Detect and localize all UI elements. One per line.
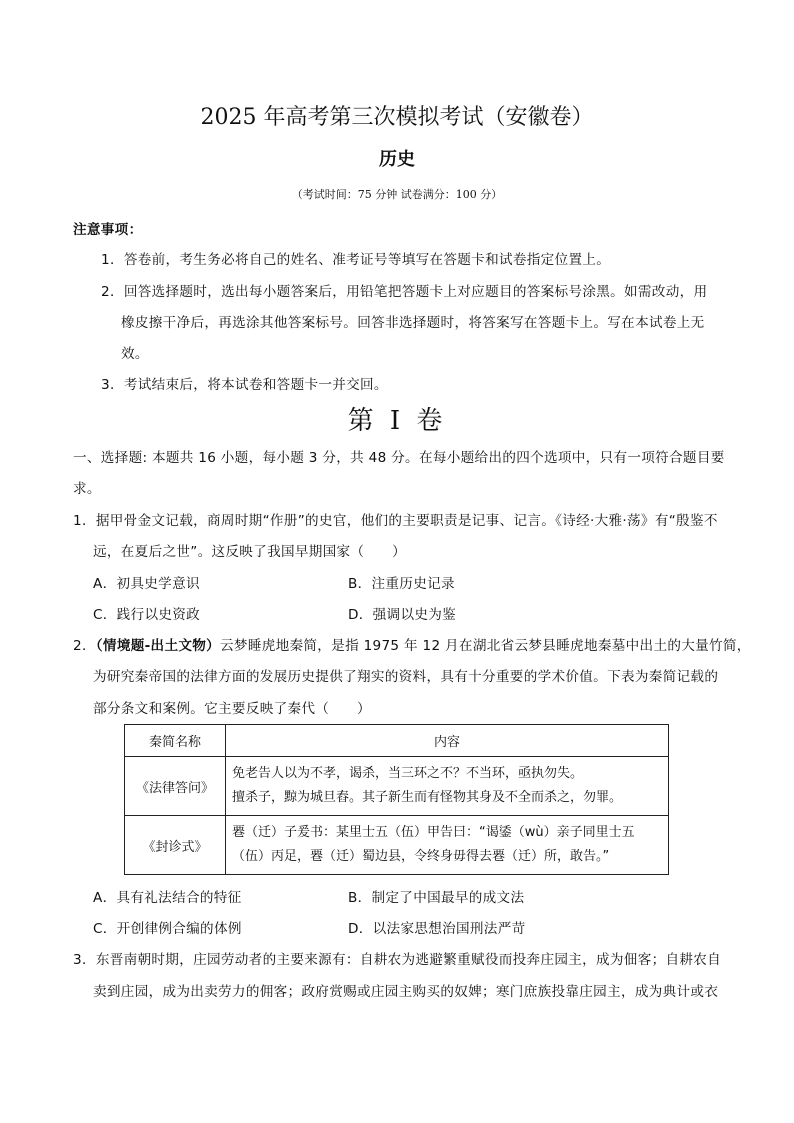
q3-stem-line-2: 卖到庄园，成为出卖劳力的佣客；政府赏赐或庄园主购买的奴婢；寒门庶族投靠庄园主，成为典计或衣	[93, 984, 719, 1000]
q2-stem-line-2: 为研究秦帝国的法律方面的发展历史提供了翔实的资料，具有十分重要的学术价值。下表为秦简记载的	[93, 669, 719, 685]
table-header-row	[125, 725, 669, 757]
q3-stem-line-1: 3．东晋南朝时期，庄园劳动者的主要来源有：自耕农为逃避繁重赋役而投奔庄园主，成为佃客；自耕农自	[73, 952, 722, 968]
table-row	[125, 816, 669, 875]
q2-option-c: C．开创律例合编的体例	[93, 921, 242, 937]
table-cell-line: （伍）丙足，䙴（迁）蜀边县，令终身毋得去䙴（迁）所，敢告。”	[232, 849, 610, 864]
section-instructions-line-1: 一、选择题: 本题共 16 小题，每小题 3 分，共 48 分。在每小题给出的四个选项中，只有一项符合题目要	[73, 450, 725, 466]
table-row	[125, 757, 669, 816]
table-cell-name: 《封诊式》	[125, 816, 226, 875]
qin-slips-table	[124, 724, 669, 875]
table-cell-content	[226, 757, 669, 816]
q2-option-d: D．以法家思想治国刑法严苛	[348, 921, 526, 937]
q1-option-d: D．强调以史为鉴	[348, 607, 457, 623]
q2-stem-line-3: 部分条文和案例。它主要反映了秦代（ ）	[93, 701, 371, 717]
exam-info: （考试时间：75 分钟 试卷满分：100 分）	[291, 188, 503, 201]
notice-heading: 注意事项：	[73, 222, 143, 238]
q2-option-b: B．制定了中国最早的成文法	[348, 890, 525, 906]
q1-option-a: A．初具史学意识	[93, 576, 200, 592]
q1-option-c: C．践行以史资政	[93, 607, 201, 623]
subject-title: 历史	[379, 149, 415, 170]
q2-number: 2．	[73, 638, 96, 654]
q2-stem-line-1-text: 云梦睡虎地秦简，是指 1975 年 12 月在湖北省云梦县睡虎地秦墓中出土的大量竹简，	[220, 638, 751, 654]
q1-stem-line-2: 远，在夏后之世”。这反映了我国早期国家（ ）	[93, 544, 407, 560]
q1-option-b: B．注重历史记录	[348, 576, 455, 592]
q2-context-tag: （情境题-出土文物）	[95, 638, 221, 654]
volume-title: 第 I 卷	[347, 406, 447, 436]
q2-option-a: A．具有礼法结合的特征	[93, 890, 242, 906]
q1-stem-line-1: 1．据甲骨金文记载，商周时期“作册”的史官，他们的主要职责是记事、记言。《诗经·大雅·荡》有“殷鉴不	[73, 513, 718, 529]
table-header-name: 秦简名称	[125, 725, 226, 757]
notice-item-2-line-1: 2．回答选择题时，选出每小题答案后，用铅笔把答题卡上对应题目的答案标号涂黑。如需改动，用	[101, 284, 708, 300]
exam-title: 2025 年高考第三次模拟考试（安徽卷）	[200, 105, 594, 130]
table-cell-content	[226, 816, 669, 875]
section-instructions-line-2: 求。	[73, 481, 101, 497]
table-cell-name: 《法律答问》	[125, 757, 226, 816]
q2-stem-line-1	[73, 634, 751, 654]
notice-item-3: 3．考试结束后，将本试卷和答题卡一并交回。	[101, 377, 388, 393]
table-cell-line: 䙴（迁）子爰书：某里士五（伍）甲告曰：“谒鋈（wù）亲子同里士五	[232, 825, 635, 840]
table-cell-line: 擅杀子，黥为城旦舂。其子新生而有怪物其身及不全而杀之，勿罪。	[232, 790, 623, 805]
table-header-content: 内容	[226, 725, 669, 757]
notice-item-2-line-2: 橡皮擦干净后，再选涂其他答案标号。回答非选择题时，将答案写在答题卡上。写在本试卷上无	[121, 315, 705, 331]
notice-item-2-line-3: 效。	[121, 346, 149, 362]
table-cell-line: 免老告人以为不孝，谒杀，当三环之不？不当环，亟执勿失。	[232, 766, 584, 781]
notice-item-1: 1．答卷前，考生务必将自己的姓名、准考证号等填写在答题卡和试卷指定位置上。	[101, 252, 611, 268]
